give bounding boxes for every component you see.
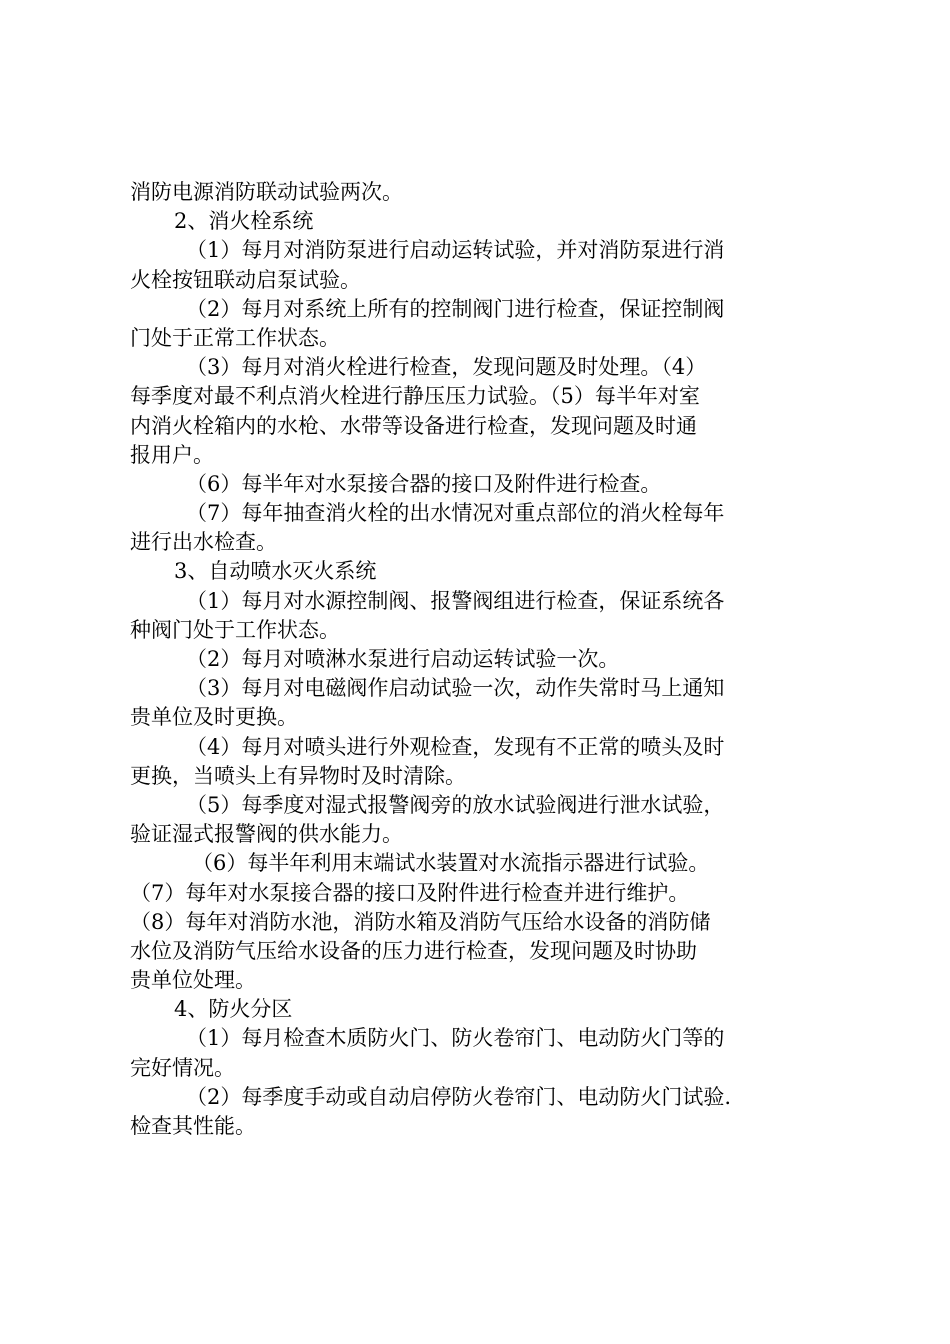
paragraph-line: 进行出水检查。 (130, 530, 277, 555)
paragraph-line: 消防电源消防联动试验两次。 (130, 180, 403, 204)
paragraph-line: （2）每月对系统上所有的控制阀门进行检查，保证控制阀 (186, 296, 725, 321)
paragraph-line: 种阀门处于工作状态。 (130, 617, 340, 642)
paragraph-line: 贵单位及时更换。 (130, 705, 298, 730)
paragraph-line: 水位及消防气压给水设备的压力进行检查，发现问题及时协助 (130, 938, 697, 963)
paragraph-line: （4）每月对喷头进行外观检查，发现有不正常的喷头及时 (186, 734, 725, 759)
paragraph-line: （5）每季度对湿式报警阀旁的放水试验阀进行泄水试验， (186, 792, 725, 817)
paragraph-line: （6）每半年对水泵接合器的接口及附件进行检查。 (186, 471, 662, 496)
paragraph-line: 3、自动喷水灭火系统 (174, 559, 377, 584)
paragraph-line: 验证湿式报警阀的供水能力。 (130, 822, 403, 847)
document-body (130, 178, 830, 1141)
paragraph-line: （1）每月对水源控制阀、报警阀组进行检查，保证系统各 (186, 588, 725, 613)
paragraph-line: （2）每月对喷淋水泵进行启动运转试验一次。 (186, 647, 620, 671)
paragraph-line: 更换，当喷头上有异物时及时清除。 (130, 763, 466, 788)
paragraph-line: 每季度对最不利点消火栓进行静压压力试验。（5）每半年对室 (130, 384, 700, 409)
paragraph-line: （3）每月对消火栓进行检查，发现问题及时处理。（4） (186, 355, 707, 380)
paragraph-line: （7）每年抽查消火栓的出水情况对重点部位的消火栓每年 (186, 501, 725, 526)
paragraph-line: 2、消火栓系统 (174, 209, 314, 234)
paragraph-line: （1）每月检查木质防火门、防火卷帘门、电动防火门等的 (186, 1026, 725, 1051)
paragraph-line: （2）每季度手动或自动启停防火卷帘门、电动防火门试验. (186, 1084, 732, 1109)
paragraph-line: 4、防火分区 (174, 997, 293, 1022)
paragraph-line: 贵单位处理。 (130, 968, 256, 993)
paragraph-line: （8）每年对消防水池，消防水箱及消防气压给水设备的消防储 (130, 909, 711, 934)
paragraph-line: 报用户。 (130, 442, 214, 467)
paragraph-line: 完好情况。 (130, 1055, 235, 1080)
paragraph-line: 检查其性能。 (130, 1114, 256, 1138)
paragraph-line: （1）每月对消防泵进行启动运转试验，并对消防泵进行消 (186, 238, 725, 263)
paragraph-line: 火栓按钮联动启泵试验。 (130, 267, 361, 292)
paragraph-line: 门处于正常工作状态。 (130, 325, 340, 350)
paragraph-line: （3）每月对电磁阀作启动试验一次，动作失常时马上通知 (186, 676, 725, 701)
paragraph-line: 内消火栓箱内的水枪、水带等设备进行检查，发现问题及时通 (130, 413, 697, 438)
paragraph-line: （7）每年对水泵接合器的接口及附件进行检查并进行维护。 (130, 880, 690, 905)
paragraph-line: （6）每半年利用末端试水装置对水流指示器进行试验。 (192, 851, 710, 876)
